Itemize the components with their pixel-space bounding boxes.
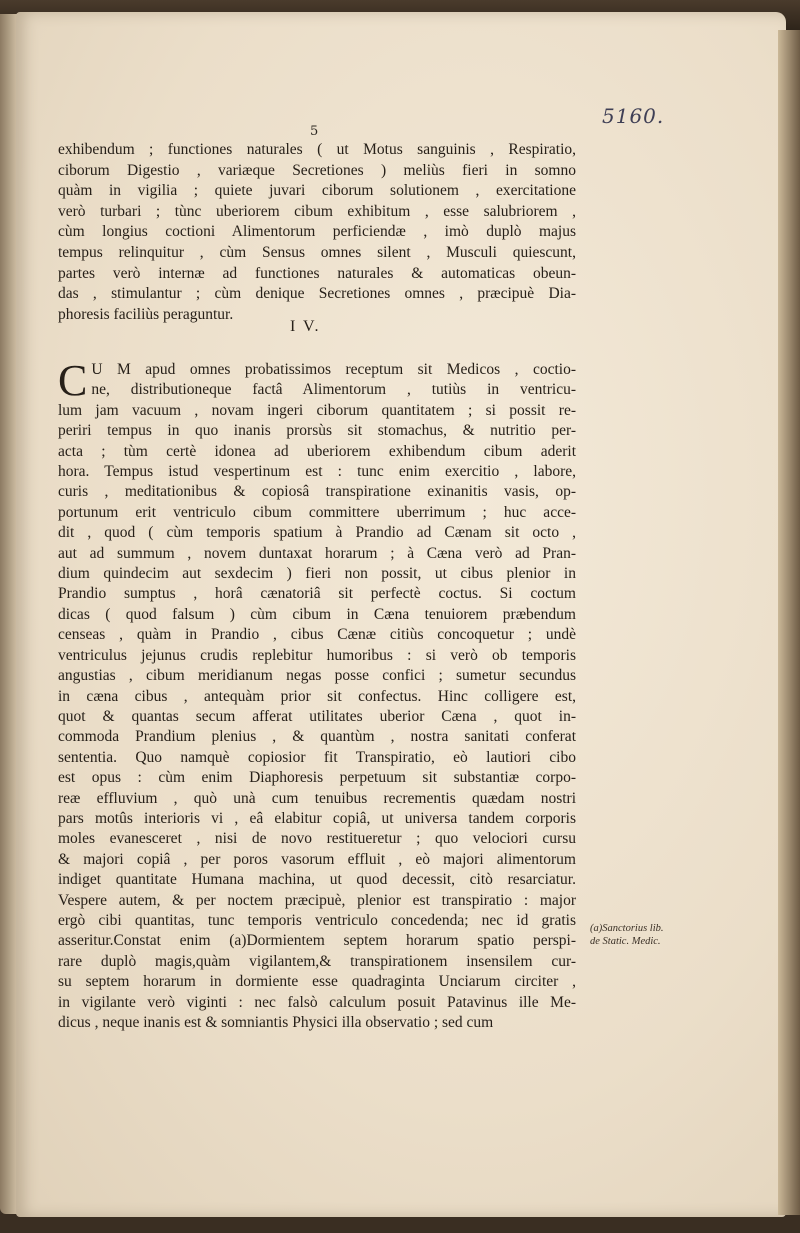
text-line: dicus , neque inanis est & somniantis Physici illa observatio ; sed cum (58, 1014, 494, 1031)
text-line: ergò cibi quantitas, tunc temporis ventriculo concedenda; nec id gratis (58, 911, 576, 929)
text-line: in vigilante verò viginti : nec falsò calculum posuit Patavinus ille Me- (58, 993, 576, 1011)
paragraph-1 (58, 140, 576, 325)
text-line: partes verò internæ ad functiones naturales & automaticas obeun- (58, 264, 576, 282)
page-number: 5 (310, 124, 319, 139)
text-line: Vespere autem, & per noctem præcipuè, plenior est transpiratio : major (58, 891, 576, 909)
text-line: ventriculus jejunus crudis replebitur humoribus : si verò ob temporis (58, 646, 576, 664)
text-line: censeas , quàm in Prandio , cibus Cænæ citiùs concoquetur ; undè (58, 626, 576, 644)
text-line: indiget quantitate Humana machina, ut quod decessit, citò resarciatur. (58, 871, 576, 889)
text-line: phoresis faciliùs peraguntur. (58, 305, 234, 323)
text-line: acta ; tùm certè idonea ad uberiorem exhibendum cibum aderit (58, 442, 576, 460)
text-line: reæ effluvium , quò unà cum tenuibus recrementis quædam nostri (58, 789, 576, 807)
text-line: portunum erit ventriculo cibum committere uberrimum ; huc acce- (58, 503, 576, 521)
page-stack-edge (778, 30, 800, 1215)
text-line: asseritur.Constat enim (a)Dormientem septem horarum spatio perspi- (58, 932, 576, 950)
text-line: pars motûs interioris vi , eâ elabitur copiâ, ut universa tandem corporis (58, 809, 576, 827)
text-line: & majori copiâ , per poros vasorum effluit , eò majori alimentorum (58, 850, 576, 868)
text-line: aut ad summum , novem duntaxat horarum ; à Cæna verò ad Pran- (58, 544, 576, 562)
text-line: sententia. Quo namquè copiosior fit Transpiratio, eò lautiori cibo (58, 748, 576, 766)
text-line: quàm in vigilia ; quiete juvari ciborum solutionem , exercitatione (58, 182, 576, 200)
text-line: tempus relinquitur , cùm Sensus omnes silent , Musculi quiescunt, (58, 243, 576, 261)
drop-cap: C (58, 356, 88, 405)
text-line: quot & quantas secum afferat utilitates uberior Cæna , quot in- (58, 707, 576, 725)
text-line: su septem horarum in dormiente esse quadraginta Unciarum circiter , (58, 973, 576, 991)
paragraph-2 (58, 356, 576, 1033)
text-line: dit , quod ( cùm temporis spatium à Prandio ad Cænam sit octo , (58, 524, 576, 542)
text-line: commoda Prandium plenius , & quantùm , nostra sanitati conferat (58, 728, 576, 746)
text-line: ciborum Digestio , variæque Secretiones ) meliùs fieri in somno (58, 161, 576, 179)
text-line: angustias , cibum meridianum negas posse confici ; sumetur secundus (58, 667, 576, 685)
text-line: curis , meditationibus & copiosâ transpiratione exinanitis vasis, op- (58, 483, 576, 501)
text-line: dicas ( quod falsum ) cùm cibum in Cæna tenuiorem præbendum (58, 605, 576, 623)
margin-note (590, 922, 700, 948)
text-line: exhibendum ; functiones naturales ( ut Motus sanguinis , Respiratio, (58, 141, 576, 158)
text-line: U M apud omnes probatissimos receptum sit Medicos , coctio- (91, 361, 576, 378)
section-heading: I V. (290, 318, 321, 335)
text-line: verò turbari ; tùnc uberiorem cibum exhibitum , esse salubriorem , (58, 202, 576, 220)
margin-note-line: de Static. Medic. (590, 936, 661, 947)
text-line: lum jam vacuum , novam ingeri ciborum quantitatem ; si possit re- (58, 401, 576, 419)
handwritten-folio-number: 5160. (602, 104, 665, 128)
text-line: rare duplò magis,quàm vigilantem,& transpirationem insensilem cur- (58, 952, 576, 970)
text-line: cùm longius coctioni Alimentorum perficiendæ , imò duplò majus (58, 223, 576, 241)
margin-note-line: (a)Sanctorius lib. (590, 923, 664, 934)
text-line: dium quindecim aut sexdecim ) fieri non possit, ut cibus plenior in (58, 565, 576, 583)
text-line: in cæna cibus , antequàm prior sit confectus. Hinc colligere est, (58, 687, 576, 705)
text-line: est opus : cùm enim Diaphoresis perpetuum sit substantiæ corpo- (58, 769, 576, 787)
text-line: das , stimulantur ; cùm denique Secretiones omnes , præcipuè Dia- (58, 285, 576, 303)
text-line: hora. Tempus istud vespertinum est : tunc enim exercitio , labore, (58, 463, 576, 481)
text-line: periri tempus in quo inanis prorsùs sit stomachus, & nutritio per- (58, 422, 576, 440)
text-line: Prandio sumptus , horâ cænatoriâ sit perfectè coctus. Si coctum (58, 585, 576, 603)
text-line: moles evanesceret , nisi de novo restitueretur ; quo velociori cursu (58, 830, 576, 848)
text-line: ne, distributioneque factâ Alimentorum , tutiùs in ventricu- (91, 381, 576, 399)
